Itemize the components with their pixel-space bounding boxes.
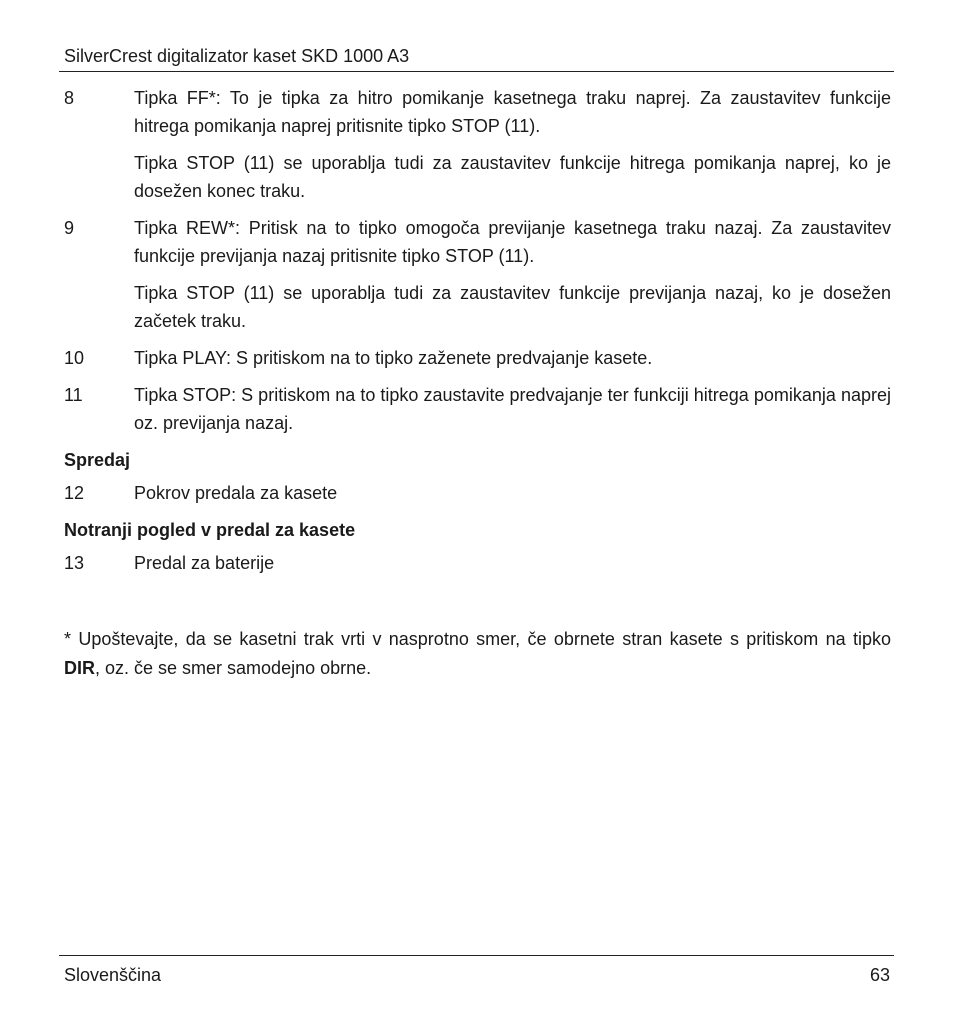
main-content <box>64 84 891 701</box>
item-body <box>134 549 891 577</box>
item-body <box>134 214 891 335</box>
item-paragraph: Tipka STOP: S pritiskom na to tipko zaustavite predvajanje ter funkciji hitrega pomikanja naprej oz. previjanja nazaj. <box>134 385 891 433</box>
item-paragraph: Pokrov predala za kasete <box>134 483 338 503</box>
section-heading-front: Spredaj <box>64 450 131 470</box>
header-title: SilverCrest digitalizator kaset SKD 1000 A3 <box>64 46 410 66</box>
item-number: 13 <box>64 553 85 573</box>
item-paragraph: Tipka FF*: To je tipka za hitro pomikanje kasetnega traku naprej. Za zaustavitev funkcije hitrega pomikanja naprej pritisnite tipko STOP (11). <box>134 88 891 136</box>
item-number: 9 <box>64 218 75 238</box>
footnote-text-after: , oz. če se smer samodejno obrne. <box>95 658 372 678</box>
item-body <box>134 479 891 507</box>
footnote-text-before: * Upoštevajte, da se kasetni trak vrti v nasprotno smer, če obrnete stran kasete s pritiskom na tipko <box>64 629 891 649</box>
list-item-9 <box>64 214 891 335</box>
item-number: 12 <box>64 483 85 503</box>
header-divider <box>59 71 894 72</box>
item-body <box>134 381 891 437</box>
item-paragraph: Tipka STOP (11) se uporablja tudi za zaustavitev funkcije previjanja nazaj, ko je dosežen začetek traku. <box>134 283 891 331</box>
list-item-8 <box>64 84 891 205</box>
item-paragraph: Predal za baterije <box>134 553 275 573</box>
item-number: 8 <box>64 88 75 108</box>
item-number: 10 <box>64 348 85 368</box>
item-body <box>134 344 891 372</box>
list-item-13 <box>64 549 891 577</box>
footnote-bold-dir: DIR <box>64 658 95 678</box>
footer-divider <box>59 955 894 956</box>
list-item-10 <box>64 344 891 372</box>
page-number: 63 <box>869 965 890 985</box>
section-heading-inside: Notranji pogled v predal za kasete <box>64 520 356 540</box>
footnote <box>64 625 891 683</box>
item-paragraph: Tipka STOP (11) se uporablja tudi za zaustavitev funkcije hitrega pomikanja naprej, ko je dosežen konec traku. <box>134 153 891 201</box>
item-paragraph: Tipka PLAY: S pritiskom na to tipko zaženete predvajanje kasete. <box>134 348 653 368</box>
footer-language: Slovenščina <box>64 965 162 985</box>
list-item-12 <box>64 479 891 507</box>
item-number: 11 <box>64 385 83 405</box>
list-item-11 <box>64 381 891 437</box>
item-body <box>134 84 891 205</box>
item-paragraph: Tipka REW*: Pritisk na to tipko omogoča previjanje kasetnega traku nazaj. Za zaustavitev funkcije previjanja nazaj pritisnite tipko STOP (11). <box>134 218 891 266</box>
